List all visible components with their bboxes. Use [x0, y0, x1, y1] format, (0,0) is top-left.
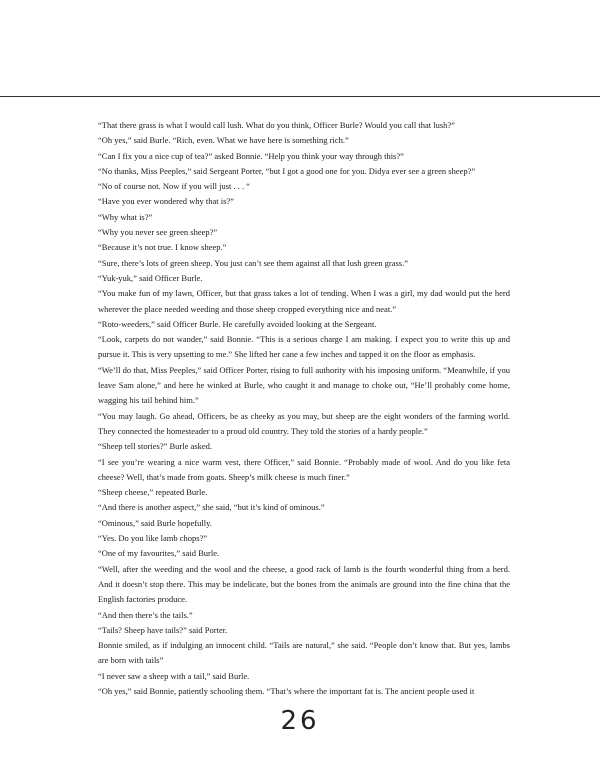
paragraph: “I never saw a sheep with a tail,” said Burle.	[98, 670, 250, 681]
header-rule	[0, 96, 600, 97]
paragraph: “You make fun of my lawn, Officer, but that grass takes a lot of tending. When I was a girl, my dad would put the herd wherever the place needed weeding and those sheep cropped everything nice and neat.”	[98, 288, 510, 314]
paragraph: “Sheep cheese,” repeated Burle.	[98, 487, 208, 498]
paragraph: “Look, carpets do not wander,” said Bonnie. “This is a serious charge I am making. I expect you to write this up and pursue it. This is very upsetting to me.” She lifted her cane a few inches and tapped it on the floor as emphasis.	[98, 334, 510, 360]
paragraph: “Ominous,” said Burle hopefully.	[98, 517, 212, 528]
paragraph: “Why you never see green sheep?”	[98, 227, 218, 238]
paragraph: “Yuk-yuk,” said Officer Burle.	[98, 272, 203, 283]
paragraph: “Because it’s not true. I know sheep.”	[98, 242, 227, 253]
paragraph: “No of course not. Now if you will just . . . “	[98, 181, 251, 192]
paragraph: “Can I fix you a nice cup of tea?” asked Bonnie. “Help you think your way through this?”	[98, 150, 404, 161]
paragraph: “One of my favourites,” said Burle.	[98, 548, 220, 559]
paragraph: “Yes. Do you like lamb chops?”	[98, 533, 208, 544]
paragraph: “And there is another aspect,” she said, “but it’s kind of ominous.”	[98, 502, 325, 513]
paragraph: “Well, after the weeding and the wool and the cheese, a good rack of lamb is the fourth wonderful thing from a herd. And it doesn’t stop there. This may be indelicate, but the bones from the animals are ground into the fine china that the English factories produce.	[98, 563, 510, 605]
paragraph: “Oh yes,” said Burle. “Rich, even. What we have here is something rich.”	[98, 135, 349, 146]
paragraph: “You may laugh. Go ahead, Officers, be as cheeky as you may, but sheep are the eight wonders of the farming world. They connected the homesteader to a proud old country. They told the stories of a hardy people.”	[98, 410, 510, 436]
paragraph: “Sure, there’s lots of green sheep. You just can’t see them against all that lush green grass.”	[98, 257, 409, 268]
paragraph: “Why what is?”	[98, 211, 153, 222]
paragraph: “We’ll do that, Miss Peeples,” said Officer Porter, rising to full authority with his imposing uniform. “Meanwhile, if you leave Sam alone,” and here he winked at Burle, who caught it and manage to choke out, “He’ll probably come home, wagging his tail behind him.”	[98, 364, 510, 406]
paragraph: “Sheep tell stories?” Burle asked.	[98, 441, 213, 452]
paragraph: “Tails? Sheep have tails?” said Porter.	[98, 624, 228, 635]
paragraph: “No thanks, Miss Peeples,” said Sergeant Porter, “but I got a good one for you. Didya ever see a green sheep?”	[98, 165, 476, 176]
paragraph: “That there grass is what I would call lush. What do you think, Officer Burle? Would you call that lush?”	[98, 120, 455, 130]
paragraph: “Oh yes,” said Bonnie, patiently schooling them. “That’s where the important fat is. The ancient people used it	[98, 685, 475, 696]
paragraph: “Have you ever wondered why that is?”	[98, 196, 234, 207]
page-number: 26	[280, 706, 320, 736]
paragraph: Bonnie smiled, as if indulging an innocent child. “Tails are natural,” she said. “People don’t know that. But yes, lambs are born with tails”	[98, 640, 510, 666]
body-text	[98, 118, 510, 699]
paragraph: “Roto-weeders,” said Officer Burle. He carefully avoided looking at the Sergeant.	[98, 318, 377, 329]
paragraph: “And then there’s the tails.”	[98, 609, 193, 620]
paragraph: “I see you’re wearing a nice warm vest, there Officer,” said Bonnie. “Probably made of wool. And do you like feta cheese? Well, that’s made from goats. Sheep’s milk cheese is much finer.”	[98, 456, 510, 482]
